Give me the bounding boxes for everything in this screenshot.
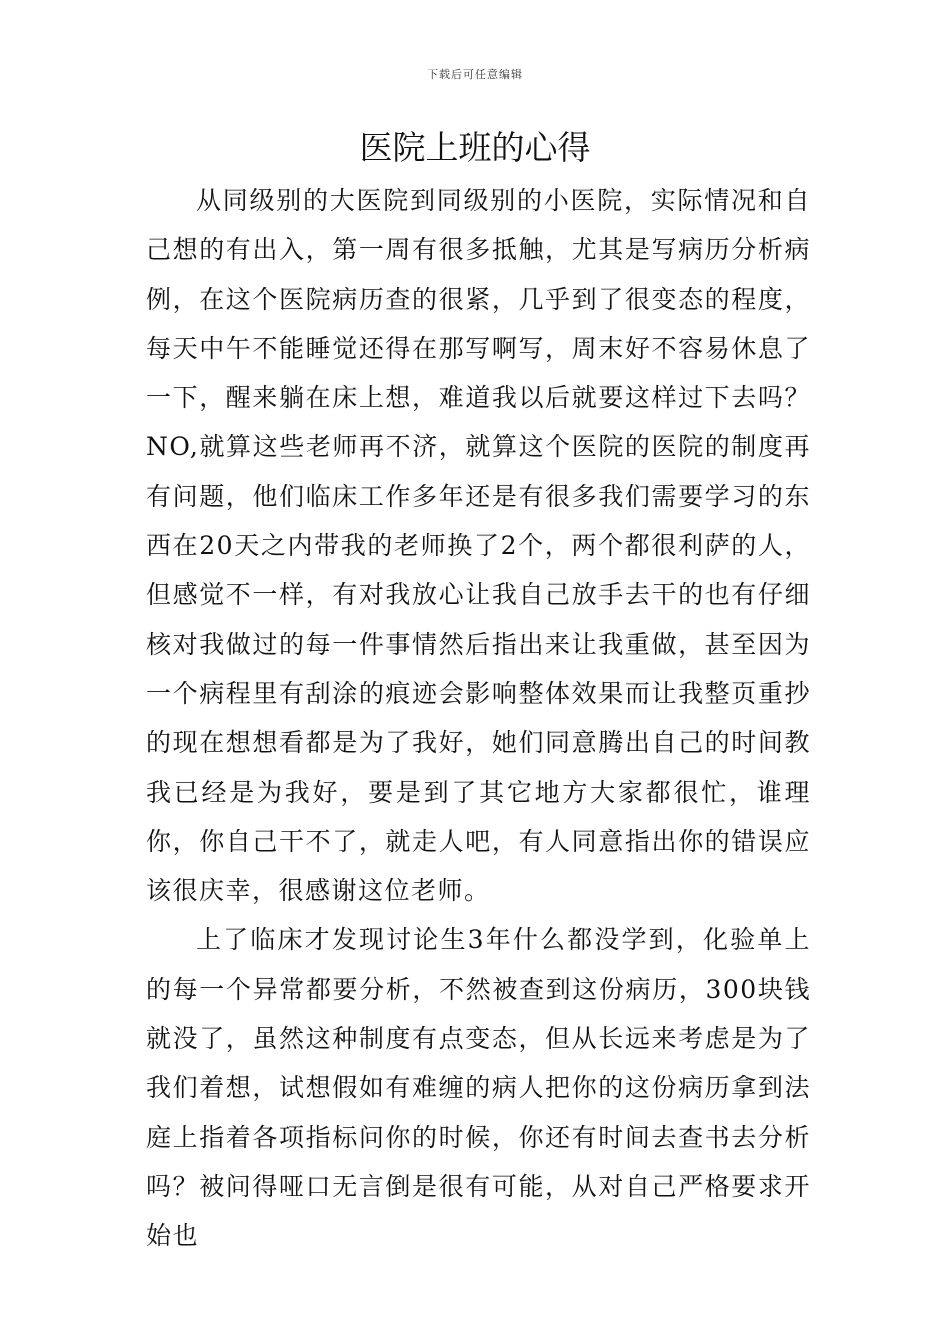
paragraph-1: 从同级别的大医院到同级别的小医院，实际情况和自己想的有出入，第一周有很多抵触，尤其是写病历分析病例，在这个医院病历查的很紧，几乎到了很变态的程度，每天中午不能睡觉还得在那写啊写，周末好不容易休息了一下，醒来躺在床上想，难道我以后就要这样过下去吗？NO,就算这些老师再不济，就算这个医院的医院的制度再有问题，他们临床工作多年还是有很多我们需要学习的东西在20天之内带我的老师换了2个，两个都很利萨的人，但感觉不一样，有对我放心让我自己放手去干的也有仔细核对我做过的每一件事情然后指出来让我重做，甚至因为一个病程里有刮涂的痕迹会影响整体效果而让我整页重抄的现在想想看都是为了我好，她们同意腾出自己的时间教我已经是为我好，要是到了其它地方大家都很忙，谁理你，你自己干不了，就走人吧，有人同意指出你的错误应该很庆幸，很感谢这位老师。	[146, 186, 811, 906]
document-body	[146, 176, 811, 1261]
document-title: 医院上班的心得	[359, 128, 591, 167]
header-note: 下载后可任意编辑	[427, 68, 523, 81]
paragraph-2: 上了临床才发现讨论生3年什么都没学到，化验单上的每一个异常都要分析，不然被查到这份病历，300块钱就没了，虽然这种制度有点变态，但从长远来考虑是为了我们着想，试想假如有难缠的病人把你的这份病历拿到法庭上指着各项指标问你的时候，你还有时间去查书去分析吗？被问得哑口无言倒是很有可能，从对自己严格要求开始也	[146, 925, 811, 1251]
